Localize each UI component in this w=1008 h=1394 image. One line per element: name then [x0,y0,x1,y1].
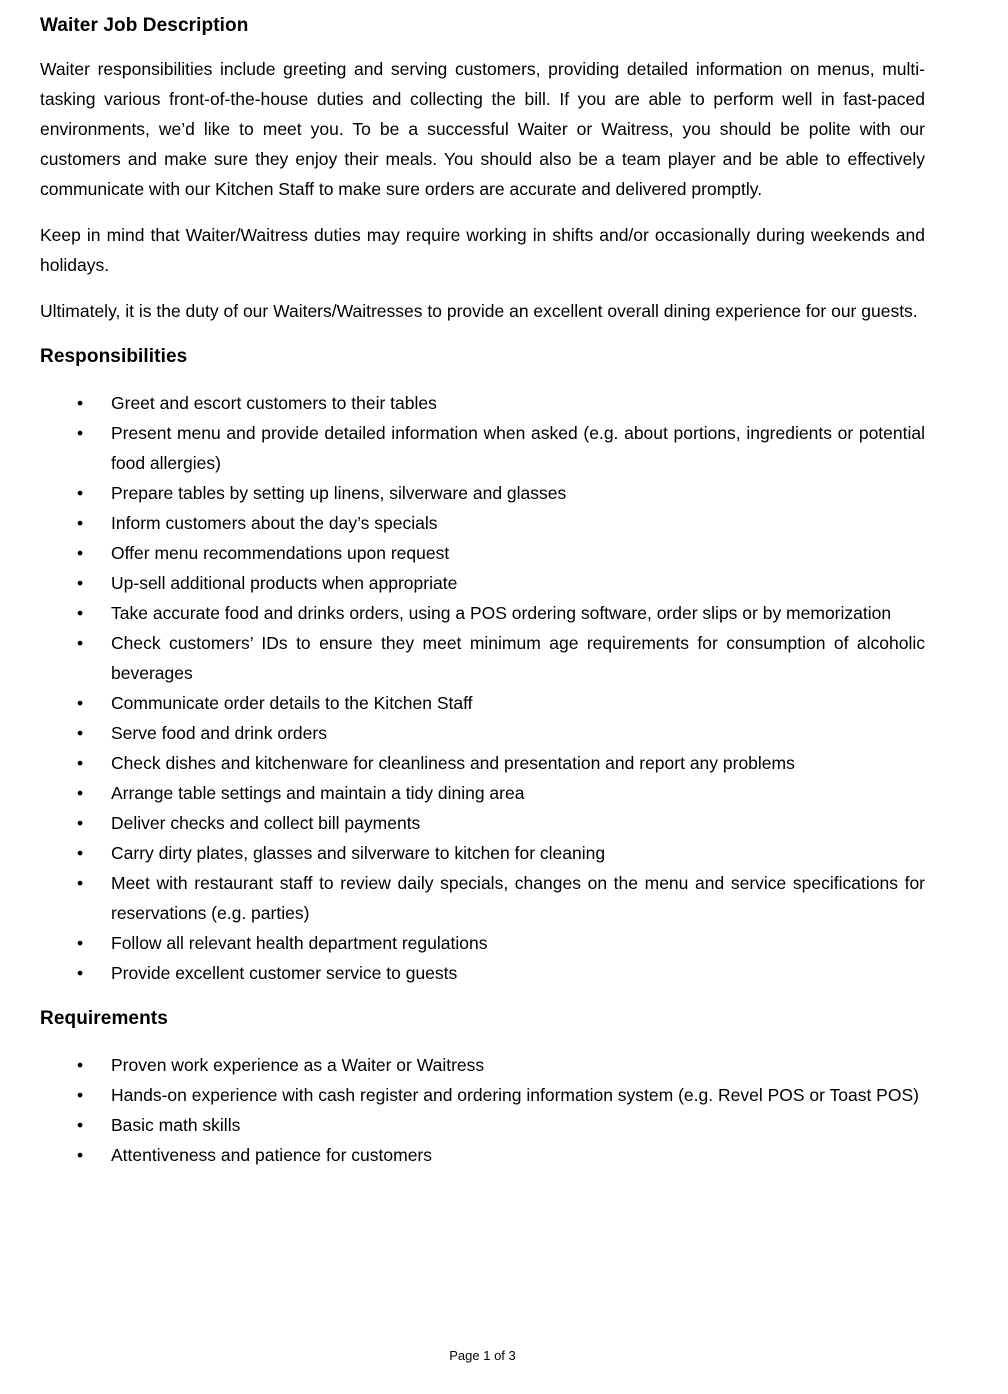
responsibilities-list [40,388,925,988]
document-content [40,0,925,1170]
list-item: • Greet and escort customers to their tables [111,388,925,418]
list-item: • Carry dirty plates, glasses and silverware to kitchen for cleaning [111,838,925,868]
list-item: • Attentiveness and patience for customers [111,1140,925,1170]
intro-paragraph-1: Waiter responsibilities include greeting and serving customers, providing detailed information on menus, multi-tasking various front-of-the-house duties and collecting the bill. If you are able to perform well in fast-paced environments, we’d like to meet you. To be a successful Waiter or Waitress, you should be polite with our customers and make sure they enjoy their meals. You should also be a team player and be able to effectively communicate with our Kitchen Staff to make sure orders are accurate and delivered promptly. [40,59,925,199]
list-item: • Check dishes and kitchenware for cleanliness and presentation and report any problems [111,748,925,778]
list-item: • Serve food and drink orders [111,718,925,748]
list-item: • Present menu and provide detailed information when asked (e.g. about portions, ingredients or potential food allergies) [111,418,925,478]
intro-paragraph-2: Keep in mind that Waiter/Waitress duties may require working in shifts and/or occasionally during weekends and holidays. [40,225,925,275]
list-item: • Inform customers about the day’s specials [111,508,925,538]
list-item: • Proven work experience as a Waiter or Waitress [111,1050,925,1080]
list-item: • Communicate order details to the Kitchen Staff [111,688,925,718]
requirements-heading: Requirements [40,1008,168,1029]
intro-paragraph-3: Ultimately, it is the duty of our Waiters/Waitresses to provide an excellent overall dining experience for our guests. [40,301,918,321]
list-item: • Check customers’ IDs to ensure they meet minimum age requirements for consumption of alcoholic beverages [111,628,925,688]
list-item: • Follow all relevant health department regulations [111,928,925,958]
list-item: • Deliver checks and collect bill payments [111,808,925,838]
page-footer: Page 1 of 3 [449,1348,516,1363]
list-item: • Hands-on experience with cash register and ordering information system (e.g. Revel POS or Toast POS) [111,1080,925,1110]
list-item: • Up-sell additional products when appropriate [111,568,925,598]
responsibilities-heading: Responsibilities [40,346,188,367]
list-item: • Provide excellent customer service to guests [111,958,925,988]
list-item: • Basic math skills [111,1110,925,1140]
doc-title: Waiter Job Description [40,15,249,36]
list-item: • Arrange table settings and maintain a tidy dining area [111,778,925,808]
list-item: • Prepare tables by setting up linens, silverware and glasses [111,478,925,508]
requirements-list [40,1050,925,1170]
list-item: • Take accurate food and drinks orders, using a POS ordering software, order slips or by memorization [111,598,925,628]
list-item: • Meet with restaurant staff to review daily specials, changes on the menu and service specifications for reservations (e.g. parties) [111,868,925,928]
list-item: • Offer menu recommendations upon request [111,538,925,568]
